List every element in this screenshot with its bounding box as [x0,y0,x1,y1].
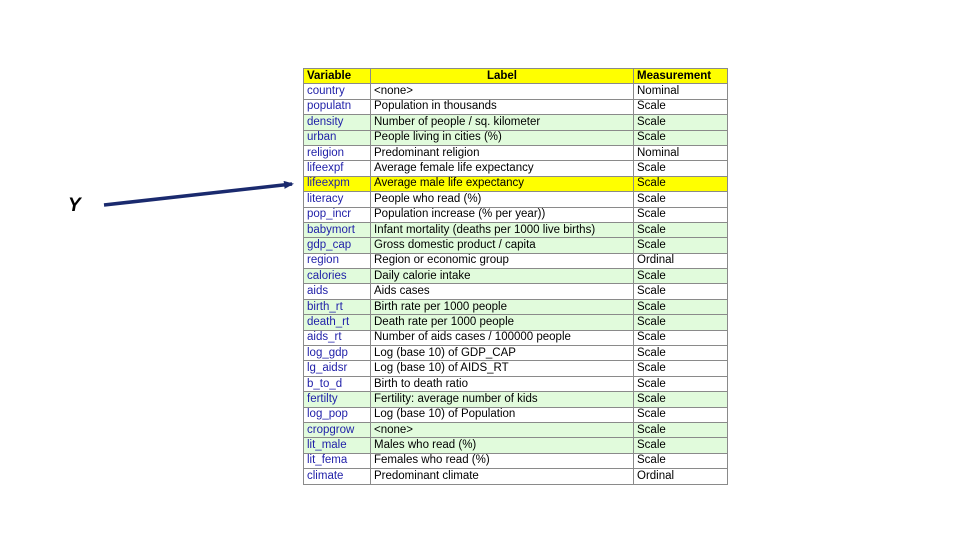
variable-cell: urban [304,130,371,145]
variable-cell: populatn [304,99,371,114]
measurement-cell: Scale [634,99,728,114]
variable-cell: lit_male [304,438,371,453]
measurement-cell: Nominal [634,84,728,99]
variable-cell: birth_rt [304,299,371,314]
label-cell: Population in thousands [371,99,634,114]
table-row [304,376,728,391]
label-cell: Fertility: average number of kids [371,392,634,407]
variable-cell: region [304,253,371,268]
variable-cell: babymort [304,222,371,237]
table-row [304,161,728,176]
label-cell: Log (base 10) of Population [371,407,634,422]
measurement-cell: Scale [634,222,728,237]
table-row [304,192,728,207]
label-cell: People who read (%) [371,192,634,207]
measurement-cell: Scale [634,361,728,376]
variable-cell: lit_fema [304,453,371,468]
label-cell: Females who read (%) [371,453,634,468]
variable-cell: aids_rt [304,330,371,345]
measurement-cell: Ordinal [634,469,728,484]
label-cell: Aids cases [371,284,634,299]
header-label: Label [371,69,634,84]
variable-cell: literacy [304,192,371,207]
table-row [304,407,728,422]
label-cell: <none> [371,84,634,99]
measurement-cell: Scale [634,284,728,299]
table-row [304,115,728,130]
table-row [304,330,728,345]
table-row [304,346,728,361]
variable-cell: lg_aidsr [304,361,371,376]
measurement-cell: Scale [634,407,728,422]
y-annotation-label: Y [68,195,81,216]
table-row [304,315,728,330]
measurement-cell: Scale [634,130,728,145]
header-variable: Variable [304,69,371,84]
table-row [304,438,728,453]
measurement-cell: Scale [634,269,728,284]
label-cell: Gross domestic product / capita [371,238,634,253]
label-cell: Average female life expectancy [371,161,634,176]
variable-cell: pop_incr [304,207,371,222]
measurement-cell: Scale [634,192,728,207]
variable-cell: gdp_cap [304,238,371,253]
variable-cell: log_pop [304,407,371,422]
label-cell: Predominant religion [371,145,634,160]
header-measurement: Measurement [634,69,728,84]
label-cell: Birth to death ratio [371,376,634,391]
table-row [304,238,728,253]
table-row [304,222,728,237]
table-row [304,453,728,468]
table-row [304,99,728,114]
table-header-row [304,69,728,84]
measurement-cell: Scale [634,346,728,361]
label-cell: Population increase (% per year)) [371,207,634,222]
label-cell: <none> [371,422,634,437]
label-cell: Daily calorie intake [371,269,634,284]
label-cell: Death rate per 1000 people [371,315,634,330]
measurement-cell: Nominal [634,145,728,160]
label-cell: Predominant climate [371,469,634,484]
table-row [304,84,728,99]
variable-cell: cropgrow [304,422,371,437]
label-cell: Average male life expectancy [371,176,634,191]
variable-cell: lifeexpf [304,161,371,176]
label-cell: Region or economic group [371,253,634,268]
variable-cell: density [304,115,371,130]
table-row [304,145,728,160]
measurement-cell: Scale [634,176,728,191]
measurement-cell: Ordinal [634,253,728,268]
table-row [304,284,728,299]
label-cell: Number of people / sq. kilometer [371,115,634,130]
table-row [304,130,728,145]
measurement-cell: Scale [634,315,728,330]
variable-cell: country [304,84,371,99]
measurement-cell: Scale [634,330,728,345]
label-cell: People living in cities (%) [371,130,634,145]
table-row [304,269,728,284]
label-cell: Males who read (%) [371,438,634,453]
table-row [304,176,728,191]
variable-cell: b_to_d [304,376,371,391]
variable-cell: fertilty [304,392,371,407]
label-cell: Number of aids cases / 100000 people [371,330,634,345]
variable-cell: lifeexpm [304,176,371,191]
variable-cell: religion [304,145,371,160]
label-cell: Log (base 10) of AIDS_RT [371,361,634,376]
variable-cell: climate [304,469,371,484]
variable-cell: death_rt [304,315,371,330]
measurement-cell: Scale [634,299,728,314]
measurement-cell: Scale [634,376,728,391]
variable-cell: calories [304,269,371,284]
label-cell: Infant mortality (deaths per 1000 live births) [371,222,634,237]
table-row [304,392,728,407]
variable-cell: aids [304,284,371,299]
variable-table [303,68,728,485]
table-row [304,207,728,222]
table-row [304,253,728,268]
measurement-cell: Scale [634,392,728,407]
variable-cell: log_gdp [304,346,371,361]
table-row [304,422,728,437]
measurement-cell: Scale [634,238,728,253]
label-cell: Log (base 10) of GDP_CAP [371,346,634,361]
measurement-cell: Scale [634,207,728,222]
measurement-cell: Scale [634,115,728,130]
table-row [304,361,728,376]
measurement-cell: Scale [634,422,728,437]
label-cell: Birth rate per 1000 people [371,299,634,314]
table-row [304,469,728,484]
table-row [304,299,728,314]
measurement-cell: Scale [634,453,728,468]
measurement-cell: Scale [634,438,728,453]
measurement-cell: Scale [634,161,728,176]
